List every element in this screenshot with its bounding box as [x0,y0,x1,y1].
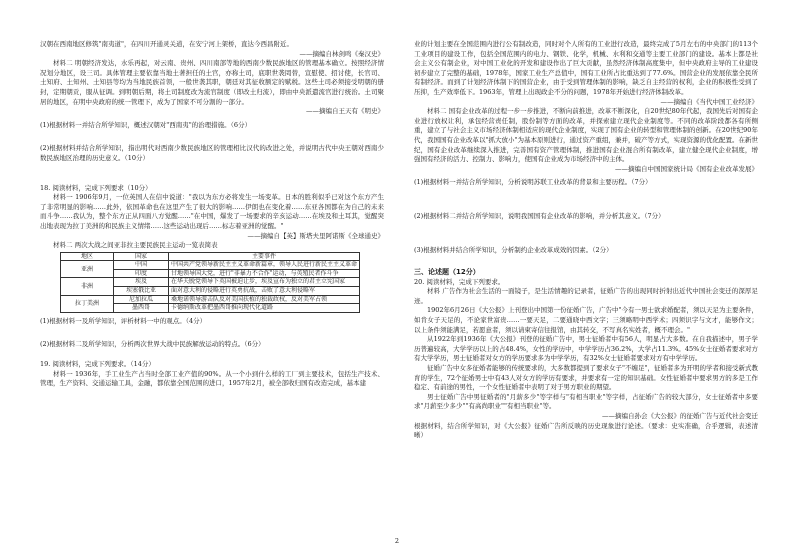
material-19-1-continued: 业的计划主要在全国范围内进行公有制改造，同时对个人所有的工业进行改造，最终完成了5月左右的中央部门的113个工业项目的建设工作，包括全国范围内的电力、钢铁、化学，机械、水利和交通等主要工业部门的建设。基本上都是社会主义公有制企业，对中国工业化的开发和建设作出了巨大贡献，虽然经济体制高度集中，但中央政府主导的工业建设初步建立了完整的基础，1978年，国家工业生产总值中，国有工业所占比重达到了77.6%。国营企业的发展依靠全民所有制经济。而到了计划经济体制下的国营企业，由于受到管理体制的影响，缺乏自主经营的权利，企业的积极性受到了压抑，生产效率低下。1963年，管理上出现政企不分的问题，1978年开始进行经济体制改革。 [414,40,758,96]
question-20-title: 20. 阅读材料，完成下列要求。 [414,277,505,286]
table-caption: 材料二 两次大战之间亚非拉主要民族民主运动一览表简表 [53,241,218,250]
material-20-3: 从1922年到1936年《大公报》刊登的征婚广告中，男士征婚者中有56人，明显占大多数。在自我描述中，男子学历普遍较高，大学学历以上的占48.4%，女性的学历中，中学学历占36.2%，大学占11.3%。45%女士征婚者要求对方有大学学历，男士征婚者对女方的学历要求多为中学学历，有32%女士征婚者要求对方有中学学历。 [414,335,758,363]
country-cell: 尼加拉瓜 [114,295,169,304]
event-cell: 桑地诺领导游击队反对美国扶植的独裁政权，反对美军占领 [169,295,360,304]
country-cell: 墨西哥 [114,304,169,313]
material-20-5: 男士征婚广告中男征婚者的"月薪多少"等字样与"有相当职业"等字样，占征婚广告的较大部分，女士征婚者中多要求"月薪至少多少""有高尚职业""有相当职业"等。 [414,392,758,411]
question-19-1: (1)根据材料一并结合所学知识，分析说明苏联工业改革的背景和主要历程。（7分） [414,178,652,187]
table-header: 主要事件 [169,252,360,261]
question-19-2: (2)根据材料二并结合所学知识，说明我国国有企业改革的影响，并分析其意义。（7分） [414,211,665,220]
movements-table [60,252,360,313]
question-18-title: 18. 阅读材料，完成下列要求（10分） [40,183,152,192]
material-19-1: 材料一 1936年，手工业生产占当时全部工业产值的90%。从一个小到什么样的工厂到主要技术，包括生产技术、管理，生产资料、交通运输工具，金融，都依靠全国范围的进口，1957年2月，被全部收归国有改造完成，基本建 [40,369,384,388]
region-cell: 拉丁美洲 [61,295,114,312]
table-header: 地区 [61,252,114,261]
question-2: (2)根据材料并结合所学知识，指出明代对西南少数民族地区的管理相比汉代的改进之处，并说明古代中央王朝对西南少数民族地区治理的历史意义。（10分） [40,144,384,162]
material-20-4: 征婚广告中女多征婚者能够的传统要求的，大多数都提到了要求女子"不缠足"，征婚者多为开明的学者和接受新式教育的学生，72个征婚男士中有43人对女方的学历有要求，并要求有一定的知识基础。女性征婚者中要求男方的多是工作稳定、有前途的男性，一个女性征婚者中表明了对于男方职业的期望。 [414,364,758,392]
table-row [61,295,360,304]
table-row [61,261,360,270]
question-19-3: (3)根据材料并结合所学知识，分析制约企业改革成效的因素。（2分） [414,245,613,254]
paragraph-intro: 汉朝在西南地区修筑"南夷道"，在四川开通灵关道，在安宁河上架桥，直达今西昌附近。 [40,40,293,48]
country-cell: 埃及 [114,278,169,287]
material-20-1: 材料 广告作为社会生活的一面镜子，是生活情趣的记录者，征婚广告的出现同时折射出近代中国社会变迁的深厚足迹。 [414,287,758,305]
question-18-1: (1)根据材料一及所学知识，评析材料一中的观点。（4分） [40,316,207,325]
country-cell: 印度 [114,269,169,278]
source-citation: ——摘编自【英】斯塔夫里阿诺斯《全球通史》 [247,231,384,240]
question-18-2: (2)根据材料二及所学知识，分析两次世界大战中民族解放运动的特点。（6分） [40,340,265,349]
event-cell: 在华夫脱党领导下英国被迫让步，埃及宣布为独立的君主立宪国家 [169,278,360,287]
source-citation: ——摘编自《当代中国工业经济》 [660,97,758,106]
source-citation: ——摘编自孙会《大公报》的征婚广告与近代社会变迁 [602,412,758,420]
question-19-title: 19. 阅读材料，完成下列要求。（14分） [40,360,155,369]
material-2: 材料二 明朝经济发达，水乐再起，对云南、贵州、四川南部等地的西南少数民族地区的管理基本确立。按照经济情况划分地区，设三司。具体管理主要依靠当地土著担任的土官，亦称土司，底职世袭罔替，宣慰使、招讨使，长官司、土知府、土知州、土知县等均为当地民族首领，一般世袭其职，朝廷对其征收额定的赋税。这些土司必须接受明朝的册封，定期朝贡，服从征调。到明朝后期，将土司制度改为流官制度（即改土归流），即由中央派遣流官进行统治。土司聚居的地区，在明中央政府的统一管理下，成为了国家不可分割的一部分。 [40,59,384,106]
left-column [40,40,384,389]
table-header: 国家 [114,252,169,261]
event-cell: 卡德纳斯改革把墨西哥推向现代化道路 [169,304,360,313]
table-row [61,278,360,287]
question-20-task: 根据材料，结合所学知识，对《大公报》征婚广告所反映的历史现象进行论述。（要求：史实准确，合乎逻辑，表述清晰） [414,421,758,440]
source-citation: ——摘编自中国国家统计局《国有企业改革发展》 [615,164,758,173]
region-cell: 非洲 [61,278,114,295]
source-citation: ——摘编自王天有《明史》 [306,107,384,116]
region-cell: 亚洲 [61,261,114,278]
event-cell: 甘地领导国大党，进行"非暴力不合作"运动，与英殖民者作斗争 [169,269,360,278]
country-cell: 中国 [114,261,169,270]
country-cell: 埃塞俄比亚 [114,287,169,296]
material-20-2: 1902年6月26日《大公报》上刊登出中国第一份征婚广告，广告中"今有一男士欲求婚配者，须以天足为主要条件，如肯女子天足的，不论家世富贵……一要天足，二要通晓中西文字；三须略明中西学术；四须识字与文才，能够作文；以上条件须能满足，若愿意者，须以请柬寄信往报馆，由其转交，不写真名实姓者，概不理会。" [414,306,758,334]
right-column [414,40,758,441]
material-18-1: 材料一 1906年9月，一位英国人在信中说道："我以为东方必将发生一场变革。日本的胜利似乎已对这个东方产生了非常明显的影响……此外，依国革命也在这里产生了很大的影响……伊朗也在变化着……东亚各国都在为自己的未来而斗争……我认为，整个东方正从四面八方觉醒……"在中国，爆发了一场要求的辛亥运动……在埃及和土耳其，觉醒突出地表现为拉丁美洲的和民族主义情绪……这些运动出现后……标志着亚洲的觉醒。" [40,193,384,230]
event-cell: 中国共产党领导新民主主义革命新篇章，领导人民进行新民主主义革命 [169,261,360,270]
question-1: (1)根据材料一并结合所学知识，概述汉朝对"西南夷"的治理措施。（6分） [40,120,252,129]
source-citation: ——摘编自林剑鸣《秦汉史》 [299,49,384,58]
section-heading: 三、论述题（12分） [414,268,480,277]
material-19-2: 材料二 国有企业改革的过程一步一步推进，不断向前推进，改革不断深化，自20世纪80年代起，我国先后对国有企业进行放权让利，承包经营责任制，股份制等方面的改革，并探索建立现代企业制度等。不同的改革阶段都各有所侧重，建立了与社会主义市场经济体制相适应的现代企业制度，实现了国有企业的转型和管理体制的创新。在20世纪90年代，我国国有企业改革以"抓大放小"为基本原则进行，通过资产重组，兼并，破产等方式，实现资源的优化配置。在新世纪，国有企业改革继续深入推进，完善国有资产管理体制，推进国有企业混合所有制改革，建立健全现代企业制度，增强国有经济的活力、控制力、影响力，使国有企业成为市场经济中的主体。 [414,107,758,164]
event-cell: 面对意大利的侵略进行英勇抗战，击败了意大利侵略军 [169,287,360,296]
page-number: 2 [394,537,400,545]
